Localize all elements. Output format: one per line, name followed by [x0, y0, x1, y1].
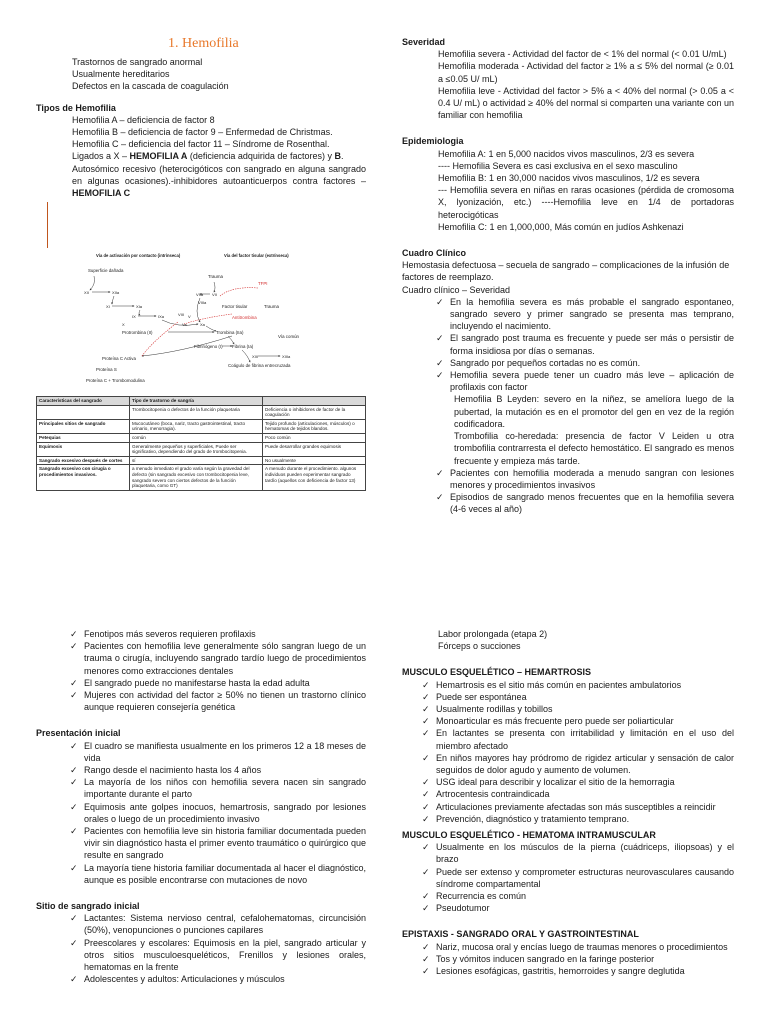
- coagulation-cascade-diagram: [82, 252, 304, 388]
- epidemiologia-item: Hemofilia A: 1 en 5,000 nacidos vivos masculinos, 2/3 es severa: [438, 148, 695, 159]
- cuadro-list: [402, 467, 734, 516]
- cuadro-sub: Hemofilia B Leyden: severo en la niñez, se amelíora luego de la pubertad, la mutación es en el promotor del gen en vez de la región codificadora.: [454, 394, 734, 429]
- list-item: ✓ La mayoría tiene historia familiar documentada al hacer el diagnóstico, aunque es posible encontrarse con mutaciones de novo: [70, 862, 366, 886]
- factor-label: XIII: [252, 354, 259, 359]
- epistaxis-list: [402, 941, 734, 978]
- epistaxis-heading: EPISTAXIS - SANGRADO ORAL Y GASTROINTESTINAL: [402, 929, 639, 940]
- trauma2-label: Trauma: [264, 304, 279, 309]
- table-cell: Sangrado excesivo después de cortes: [37, 456, 130, 465]
- list-item: ✓ La mayoría de los niños con hemofilia severa nacen sin sangrado importante durante el parto: [70, 776, 366, 800]
- severidad-heading: Severidad: [402, 37, 446, 47]
- list-item: ✓ Preescolares y escolares: Equimosis en la piel, sangrado articular y otros sitios musculoesqueléticos, Frenillos y lesiones orales, hematomas en la frente: [70, 937, 366, 974]
- table-cell: [37, 405, 130, 419]
- severidad-item: Hemofilia moderada - Actividad del factor ≥ 1% a ≤ 5% del normal (≥ 0.01 a ≤0.05 U/ mL): [438, 61, 734, 84]
- list-item: ✓ Lactantes: Sistema nervioso central, cefalohematomas, circuncisión (50%), venopunciones o punciones capilares: [70, 912, 366, 936]
- table-cell: Puede desarrollar grandes equimosis: [263, 442, 366, 456]
- table-row: [37, 405, 366, 419]
- list-item: ✓ El sangrado puede no manifestarse hasta la edad adulta: [70, 677, 366, 689]
- factor-label: XII: [84, 290, 89, 295]
- table-header-cell: Características del sangrado: [37, 397, 130, 406]
- epidemiologia-item: ---- Hemofilia Severa es casi exclusiva en el sexo masculino: [438, 160, 678, 171]
- cuadro-line: Cuadro clínico – Severidad: [402, 284, 511, 295]
- hemartrosis-list: [402, 679, 734, 825]
- trombomodulina-label: Proteína C + Trombomodulina: [86, 378, 145, 383]
- list-item: ✓ Puede ser extenso y comprometer estructuras neurovasculares causando síndrome compartamental: [422, 866, 734, 890]
- tfpi-label: TFPI: [258, 281, 268, 286]
- factor-label: XIIIa: [282, 354, 291, 359]
- intro-line: Trastornos de sangrado anormal: [72, 57, 203, 67]
- factor-label: IXa: [158, 314, 165, 319]
- sitio-list: [36, 912, 366, 985]
- table-row: [37, 465, 366, 490]
- intro-line: Defectos en la cascada de coagulación: [72, 81, 229, 92]
- factor-label: IX: [132, 314, 136, 319]
- cuadro-list: [402, 296, 734, 394]
- factor-label: VIIIa: [198, 300, 207, 305]
- table-cell: A menudo durante el procedimiento. algunos individuos pueden experimentar sangrado tardío (aquellos con deficiencia de factor 13): [263, 465, 366, 490]
- factor-label: Va: [182, 322, 187, 327]
- list-item: ✓ Adolescentes y adultos: Articulaciones y músculos: [70, 973, 366, 985]
- parto-line: Labor prolongada (etapa 2): [438, 629, 548, 639]
- list-item: ✓ Rango desde el nacimiento hasta los 4 años: [70, 764, 366, 776]
- factor-label: VIIa: [196, 292, 204, 297]
- list-item: ✓ En lactantes se presenta con irritabilidad y limitación en el uso del miembro afectado: [422, 727, 734, 751]
- intro-line: Usualmente hereditarios: [72, 69, 170, 80]
- list-item: ✓ El sangrado post trauma es frecuente y puede ser más o persistir de forma insidiosa por días o semanas.: [436, 332, 734, 356]
- antitrombina-label: Antitrombina: [232, 315, 257, 320]
- factor-label: Xa: [200, 322, 205, 327]
- hemartrosis-heading: MUSCULO ESQUELÉTICO – HEMARTROSIS: [402, 667, 592, 678]
- list-item: ✓ USG ideal para describir y localizar el sitio de la hemorragia: [422, 776, 734, 788]
- cuadro-line: Hemostasia defectuosa – secuela de sangrado – complicaciones de la infusión de factores de reemplazo.: [402, 260, 730, 283]
- tipo-b: Hemofilia B – deficiencia de factor 9 – Enfermedad de Christmas.: [72, 127, 333, 138]
- table-cell: sí: [130, 456, 263, 465]
- factor-label: X: [122, 322, 125, 327]
- tipo-a: Hemofilia A – deficiencia de factor 8: [72, 114, 215, 125]
- table-cell: Poco común: [263, 433, 366, 442]
- list-item: ✓ En niños mayores hay pródromo de rigidez articular y sensación de calor seguidos de dolor agudo y aumento de volumen.: [422, 752, 734, 776]
- proteina-s-label: Proteína S: [96, 367, 117, 372]
- table-header-cell: Tipo de trastorno de sangría: [130, 397, 263, 406]
- table-header-row: [37, 397, 366, 406]
- left-top-column: [36, 56, 366, 199]
- list-item: ✓ Monoarticular es más frecuente pero puede ser poliarticular: [422, 715, 734, 727]
- hematoma-heading: MUSCULO ESQUELÉTICO - HEMATOMA INTRAMUSCULAR: [402, 830, 656, 841]
- left-bottom-column: [36, 628, 366, 985]
- right-top-column: [402, 36, 734, 516]
- list-item: ✓ Sangrado por pequeños cortadas no es común.: [436, 357, 734, 369]
- superficie-label: Superficie dañada: [88, 268, 124, 273]
- table-cell: Petequias: [37, 433, 130, 442]
- table-cell: Principales sitios de sangrado: [37, 419, 130, 433]
- list-item: ✓ Pacientes con hemofilia moderada a menudo sangran con lesiones menores y procedimientos invasivos: [436, 467, 734, 491]
- list-item: ✓ Equimosis ante golpes inocuos, hemartrosis, sangrado por lesiones orales o luego de un procedimiento invasivo: [70, 801, 366, 825]
- epidemiologia-heading: Epidemiologia: [402, 136, 464, 147]
- trombina-label: Trombina (IIa): [216, 330, 244, 335]
- via-intrinseca-label: Vía de activación por contacto (intrínseca): [96, 253, 181, 258]
- list-item: ✓ En la hemofilia severa es más probable el sangrado espontaneo, sangrado severo y primer sangrado se presenta mas temprano, incluyendo el nacimiento.: [436, 296, 734, 333]
- severity-list: [36, 628, 366, 713]
- bleeding-characteristics-table: [36, 396, 366, 491]
- coagulo-label: Coágulo de fibrina entrecruzada: [228, 363, 291, 368]
- via-comun-label: Vía común: [278, 334, 299, 339]
- table-cell: No usualmente: [263, 456, 366, 465]
- table-cell: a menudo inmediato el grado varía según la gravedad del defecto (sin sangrado excesivo con trombocitopenia leve, sangrado severo con ciertos defectos de la función plaquetaria, como GT): [130, 465, 263, 490]
- autosomico: Autosómico recesivo (heterocigóticos con sangrado en alguna sangrado en algunas ocasiones).-inhibidores autoanticuerpos contra factores – HEMOFILIA C: [72, 163, 366, 199]
- factor-label: XIa: [136, 304, 143, 309]
- table-row: [37, 456, 366, 465]
- list-item: ✓ Hemofilia severa puede tener un cuadro más leve – aplicación de profilaxis con factor: [436, 369, 734, 393]
- right-bottom-column: [402, 628, 734, 977]
- table-cell: Equimosis: [37, 442, 130, 456]
- list-item: ✓ Recurrencia es común: [422, 890, 734, 902]
- table-cell: Sangrado excesivo con cirugía o procedimientos invasivos.: [37, 465, 130, 490]
- parto-line: Fórceps o succiones: [438, 641, 521, 652]
- factor-label: V: [188, 314, 191, 319]
- fibrinogeno-label: Fibrinógeno (I): [194, 344, 223, 349]
- list-item: ✓ Articulaciones previamente afectadas son más susceptibles a reincidir: [422, 801, 734, 813]
- list-item: ✓ Prevención, diagnóstico y tratamiento temprano.: [422, 813, 734, 825]
- cuadro-sub: Trombofilia co-heredada: presencia de factor V Leiden u otra trombofilia contrarresta el defecto hemostático. El sangrado es menos frecuente y empieza más tarde.: [454, 431, 734, 466]
- table-cell: Deficiencia o inhibidores de factor de la coagulación: [263, 405, 366, 419]
- table-row: [37, 442, 366, 456]
- tipos-heading: Tipos de Hemofilia: [36, 102, 116, 113]
- factor-label: XIIa: [112, 290, 120, 295]
- list-item: ✓ Tos y vómitos inducen sangrado en la faringe posterior: [422, 953, 734, 965]
- table-cell: Generalmente pequeños y superficiales, Puede ser significativo, dependiendo del grado de trombocitopenia.: [130, 442, 263, 456]
- factor-label: XI: [106, 304, 110, 309]
- list-item: ✓ Puede ser espontánea: [422, 691, 734, 703]
- presentacion-heading: Presentación inicial: [36, 728, 121, 739]
- trauma-label: Trauma: [208, 274, 223, 279]
- list-item: ✓ Artrocentesis contraindicada: [422, 788, 734, 800]
- protrombina-label: Protrombina (II): [122, 330, 153, 335]
- epidemiologia-item: --- Hemofilia severa en niñas en raras ocasiones (pérdida de cromosoma X, lyonización, etc.) ----Hemofilia leve en 1/4 de portadoras heterocigóticas: [438, 185, 734, 220]
- list-item: ✓ Usualmente en los músculos de la pierna (cuádriceps, iliopsoas) y el brazo: [422, 841, 734, 865]
- via-extrinseca-label: Vía del factor tisular (extrínseca): [224, 253, 289, 258]
- page-title: 1. Hemofilia: [168, 36, 239, 51]
- table-cell: Trombocitopenia o defectos de la función plaquetaria: [130, 405, 263, 419]
- factor-label: VIII: [178, 312, 185, 317]
- list-item: ✓ Nariz, mucosa oral y encías luego de traumas menores o procedimientos: [422, 941, 734, 953]
- list-item: ✓ Fenotipos más severos requieren profilaxis: [70, 628, 366, 640]
- presentacion-list: [36, 740, 366, 886]
- tipo-c: Hemofilia C – deficiencia del factor 11 – Síndrome de Rosenthal.: [72, 139, 330, 150]
- severidad-item: Hemofilia severa - Actividad del factor de < 1% del normal (< 0.01 U/mL): [438, 49, 727, 60]
- severidad-item: Hemofilia leve - Actividad del factor > 5% a < 40% del normal (> 0.05 a < 0.4 U/ mL) o actividad ≥ 40% del normal si comparten una variante con un familiar con hemofilia: [438, 85, 734, 121]
- proteina-c-label: Proteína C Activa: [102, 356, 136, 361]
- table-row: [37, 433, 366, 442]
- epidemiologia-item: Hemofilia B: 1 en 30,000 nacidos vivos masculinos, 1/2 es severa: [438, 173, 700, 184]
- hematoma-list: [402, 841, 734, 914]
- epidemiologia-item: Hemofilia C: 1 en 1,000,000, Más común en judíos Ashkenazi: [438, 221, 684, 232]
- list-item: ✓ Lesiones esofágicas, gastritis, hemorroides y sangre deglutida: [422, 965, 734, 977]
- list-item: ✓ Usualmente rodillas y tobillos: [422, 703, 734, 715]
- table-cell: Tejido profundo (articulaciones, músculos) o hematomas de tejidos blandos.: [263, 419, 366, 433]
- table-cell: común: [130, 433, 263, 442]
- table-row: [37, 419, 366, 433]
- accent-line: [47, 202, 48, 248]
- list-item: ✓ Pacientes con hemofilia leve sin historia familiar documentada pueden vivir sin diagnóstico hasta el primer evento traumático o quirúrgico que resulte en sangrado: [70, 825, 366, 862]
- factor-tisular-label: Factor tisular: [222, 304, 248, 309]
- fibrina-label: Fibrina (Ia): [232, 344, 254, 349]
- list-item: ✓ Pacientes con hemofilia leve generalmente sólo sangran luego de un trauma o cirugía, incluyendo sangrado tardío luego de procedimientos menores como extracciones dentales: [70, 640, 366, 677]
- list-item: ✓ Pseudotumor: [422, 902, 734, 914]
- list-item: ✓ Mujeres con actividad del factor ≥ 50% no tienen un trastorno clínico aunque requieren consejería genética: [70, 689, 366, 713]
- list-item: ✓ El cuadro se manifiesta usualmente en los primeros 12 a 18 meses de vida: [70, 740, 366, 764]
- list-item: ✓ Episodios de sangrado menos frecuentes que en la hemofilia severa (4-6 veces al año): [436, 491, 734, 515]
- factor-label: VII: [212, 292, 217, 297]
- table-cell: Mucocutáneo (boca, nariz, tracto gastrointestinal, tracto urinario, menorragia).: [130, 419, 263, 433]
- ligados-x: Ligados a X – HEMOFILIA A (deficiencia adquirida de factores) y B.: [72, 151, 344, 162]
- table-header-cell: [263, 397, 366, 406]
- list-item: ✓ Hemartrosis es el sitio más común en pacientes ambulatorios: [422, 679, 734, 691]
- sitio-heading: Sitio de sangrado inicial: [36, 901, 140, 912]
- cuadro-heading: Cuadro Clínico: [402, 248, 467, 259]
